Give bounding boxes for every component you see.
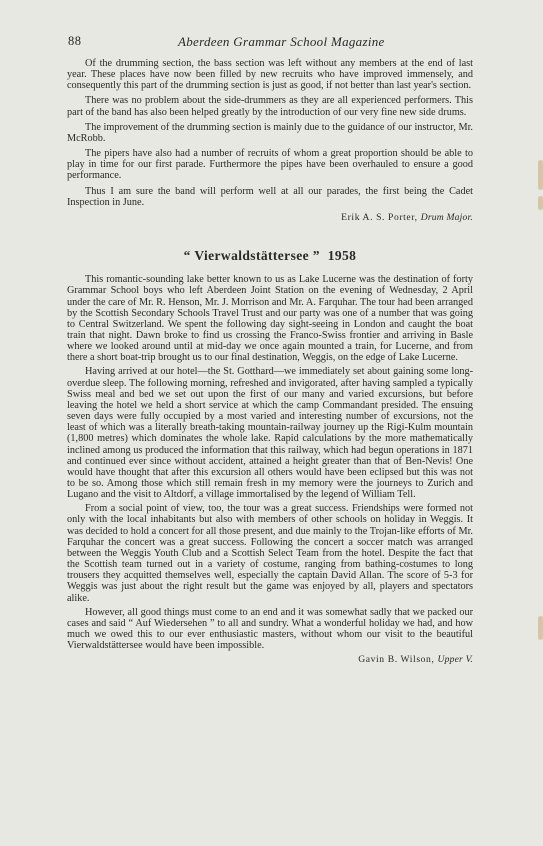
article-paragraph-4: However, all good things must come to an end and it was somewhat sadly that we packed our cases and said “ Auf Wiedersehen ” to all and sundry. What a wonderful holiday we had, and how much we owed this to our ever enthusiastic masters, without whom our visit to the beautiful Vierwaldstättersee would have been impossible. xyxy=(67,606,473,652)
article-paragraph-1: This romantic-sounding lake better known to us as Lake Lucerne was the destination of forty Grammar School boys who left Aberdeen Joint Station on the evening of Wednesday, 2 April under the care of Mr. R. Henson, Mr. J. Morrison and Mr. A. Farquhar. The tour had been arranged by the Scottish Secondary Schools Travel Trust and our party was one of a number that was going to Central Switzerland. We spent the following day sight-seeing in London and caught the boat train that night. Dawn broke to find us crossing the Franco-Swiss frontier and arriving in Basle where we looked around until at mid-day we once again mounted a train, for Lucerne, and from there a short boat-trip brought us to our final destination, Weggis, on the edge of Lake Lucerne. xyxy=(67,274,473,364)
band-report-signature xyxy=(67,212,473,223)
signature-role: Drum Major. xyxy=(420,211,473,223)
article-signature xyxy=(67,654,473,665)
band-paragraph-3: The improvement of the drumming section is mainly due to the guidance of our instructor, Mr. McRobb. xyxy=(67,121,473,144)
band-paragraph-1: Of the drumming section, the bass section was left without any members at the end of last year. These places have now been filled by new recruits who have improved immensely, and consequently this part of the drumming section is just as good, if not better than last year's section. xyxy=(67,58,473,92)
page-content xyxy=(67,58,473,666)
binding-stain-mark xyxy=(538,616,543,640)
article-paragraph-2: Having arrived at our hotel—the St. Gotthard—we immediately set about gaining some long-overdue sleep. The following morning, refreshed and invigorated, after having sampled a typically Swiss meal and bed we set out upon the first of our many and varied excursions, but before leaving the hotel we held a short service at which the camp Commandant presided. The ensuing seven days were fully occupied by a most varied and interesting number of excursions, not the least of which was a literally breath-taking mountain-railway journey up the Rigi-Kulm mountain (1,800 metres) which dominates the whole lake. Rapid calculations by the more mathematically inclined among us produced the information that this railway, which had begun operations in 1871 and continued ever since without accident, attained a height greater than that of Ben-Nevis! One would have thought that after this excursion all others would have been eclipsed but this was not to be so. Among those which still remain fresh in my memory were the journeys to Zurich and Lugano and the visit to Altdorf, a village immortalised by the legend of William Tell. xyxy=(67,366,473,501)
article-title-text: “ Vierwaldstättersee ” xyxy=(183,248,320,264)
page-number: 88 xyxy=(68,34,82,48)
band-paragraph-5: Thus I am sure the band will perform well at all our parades, the first being the Cadet Inspection in June. xyxy=(67,185,473,208)
signature-name: Erik A. S. Porter, xyxy=(341,211,418,223)
signature-name: Gavin B. Wilson, xyxy=(358,654,435,666)
signature-role: Upper V. xyxy=(437,654,473,666)
binding-stain-mark xyxy=(538,196,543,210)
band-paragraph-2: There was no problem about the side-drummers as they are all experienced performers. This part of the band has also been helped greatly by the introduction of our very fine new side drums. xyxy=(67,95,473,118)
band-paragraph-4: The pipers have also had a number of recruits of whom a great proportion should be able to play in time for our first parade. Furthermore the pipes have been overhauled to ensure a good performance. xyxy=(67,148,473,182)
page-header xyxy=(68,34,473,50)
article-year: 1958 xyxy=(327,248,357,264)
running-title: Aberdeen Grammar School Magazine xyxy=(178,34,385,49)
band-report-section xyxy=(67,58,473,223)
binding-stain-mark xyxy=(538,160,543,190)
article-paragraph-3: From a social point of view, too, the tour was a great success. Friendships were formed not only with the local inhabitants but also with members of other schools on holiday in Weggis. It was decided to hold a concert for all those present, and due mainly to the Trojan-like efforts of Mr. Farquhar the concert was a great success. Following the concert a soccer match was arranged between the Weggis Youth Club and a Scottish Select Team from the hotel. Despite the fact that the Scottish team turned out in a variety of costume, ranging from bathing-costumes to long trousers they acquitted themselves well, especially the captain David Allan. The score of 5-3 for Weggis was just about the right result but the game was enjoyed by all, players and spectators alike. xyxy=(67,503,473,604)
article-title xyxy=(67,248,473,264)
travel-article-section xyxy=(67,274,473,665)
